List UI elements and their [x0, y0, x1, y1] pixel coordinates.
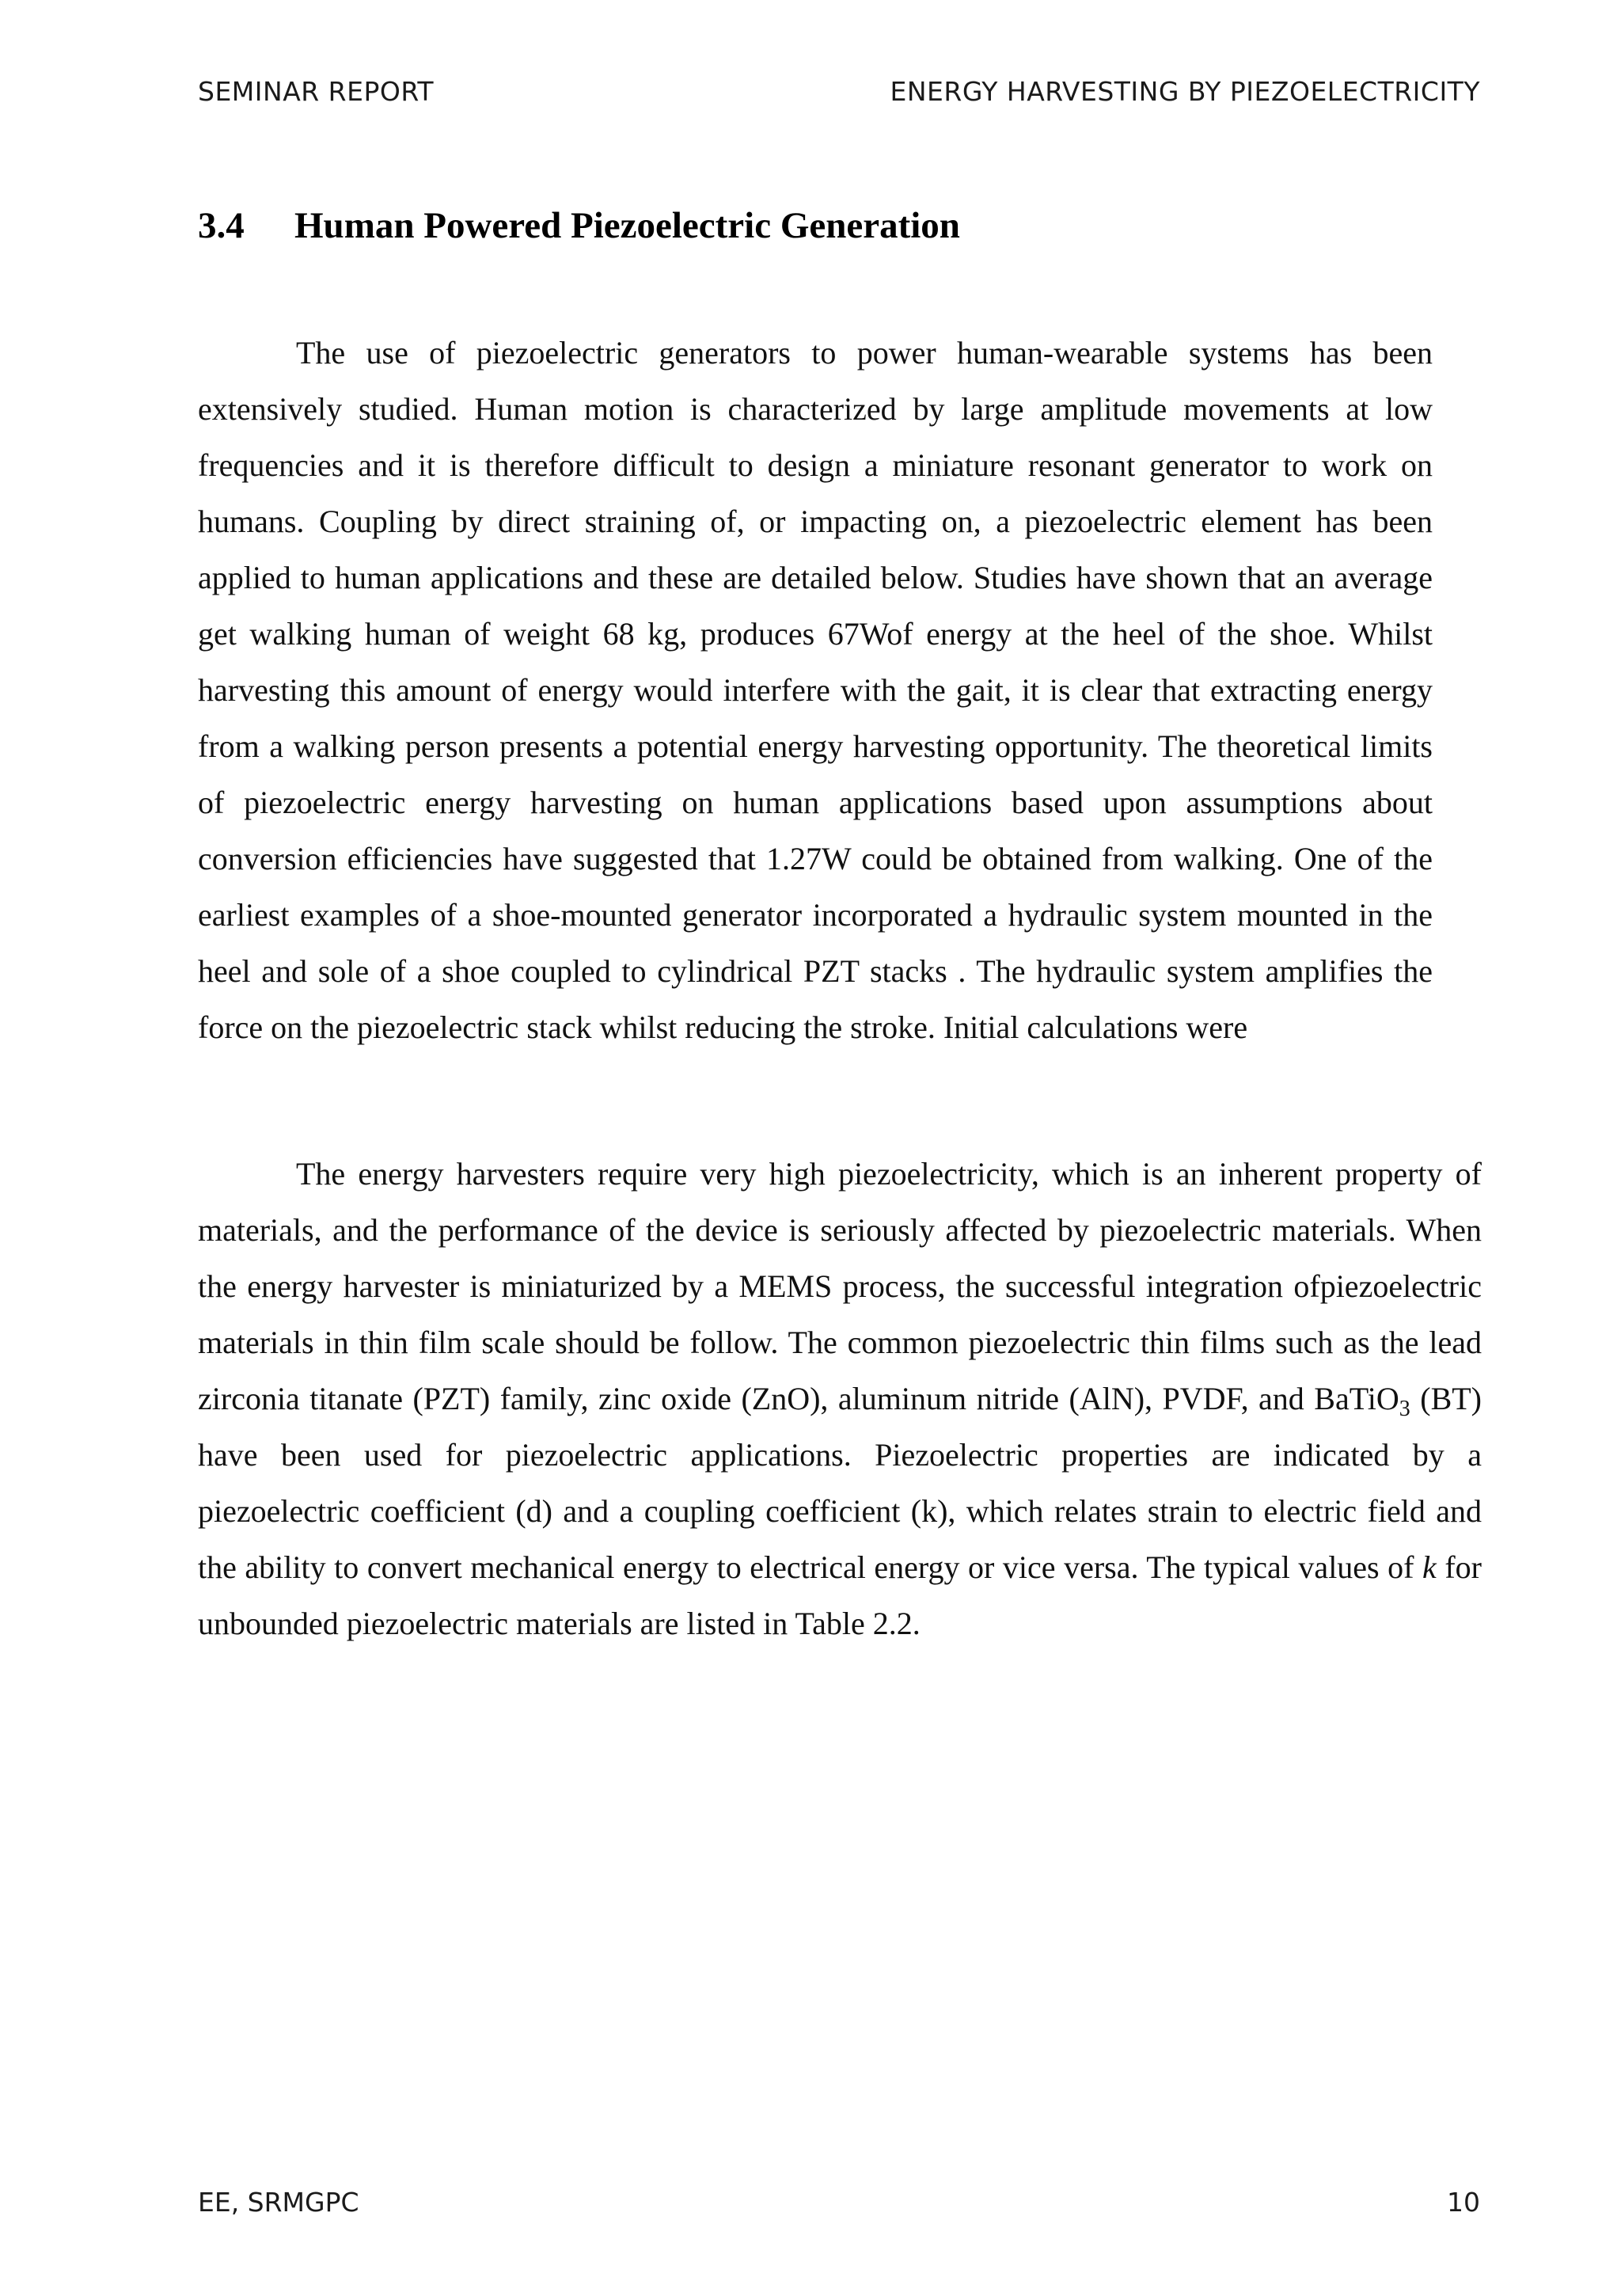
running-footer: [198, 2187, 1480, 2218]
paragraph-energy-harvesters: [198, 1146, 1482, 1652]
subscript-three: 3: [1399, 1397, 1410, 1421]
section-heading: [198, 204, 960, 247]
header-left-text: SEMINAR REPORT: [198, 76, 435, 107]
paragraph-human-powered: The use of piezoelectric generators to power human-wearable systems has been extensively studied. Human motion is characterized by large amplitude movements at low frequencies and it is therefore difficult to design a miniature resonant generator to work on humans. Coupling by direct straining of, or impacting on, a piezoelectric element has been applied to human applications and these are detailed below. Studies have shown that an average get walking human of weight 68 kg, produces 67Wof energy at the heel of the shoe. Whilst harvesting this amount of energy would interfere with the gait, it is clear that extracting energy from a walking person presents a potential energy harvesting opportunity. The theoretical limits of piezoelectric energy harvesting on human applications based upon assumptions about conversion efficiencies have suggested that 1.27W could be obtained from walking. One of the earliest examples of a shoe-mounted generator incorporated a hydraulic system mounted in the heel and sole of a shoe coupled to cylindrical PZT stacks . The hydraulic system amplifies the force on the piezoelectric stack whilst reducing the stroke. Initial calculations were: [198, 335, 1433, 1045]
footer-left-text: EE, SRMGPC: [198, 2187, 359, 2218]
paragraph2-text-part2: (BT) have been used for piezoelectric applications. Piezoelectric properties are indicated by a piezoelectric coefficient (d) and a coupling coefficient (k), which relates strain to electric field and the ability to convert mechanical energy to electrical energy or vice versa. The typical values of: [198, 1381, 1482, 1585]
section-number: 3.4: [198, 205, 245, 246]
italic-k: k: [1422, 1549, 1437, 1585]
section-title: Human Powered Piezoelectric Generation: [294, 205, 960, 246]
page-number: 10: [1447, 2187, 1480, 2218]
running-header: [198, 76, 1480, 107]
header-right-text: ENERGY HARVESTING BY PIEZOELECTRICITY: [890, 76, 1480, 107]
paragraph2-text-part1: The energy harvesters require very high piezoelectricity, which is an inherent property of materials, and the performance of the device is seriously affected by piezoelectric materials. When the energy harvester is miniaturized by a MEMS process, the successful integration ofpiezoelectric materials in thin film scale should be follow. The common piezoelectric thin films such as the lead zirconia titanate (PZT) family, zinc oxide (ZnO), aluminum nitride (AlN), PVDF, and BaTiO: [198, 1156, 1482, 1416]
paragraph2-text-part3: for unbounded piezoelectric materials are listed in Table 2.2.: [198, 1549, 1482, 1641]
